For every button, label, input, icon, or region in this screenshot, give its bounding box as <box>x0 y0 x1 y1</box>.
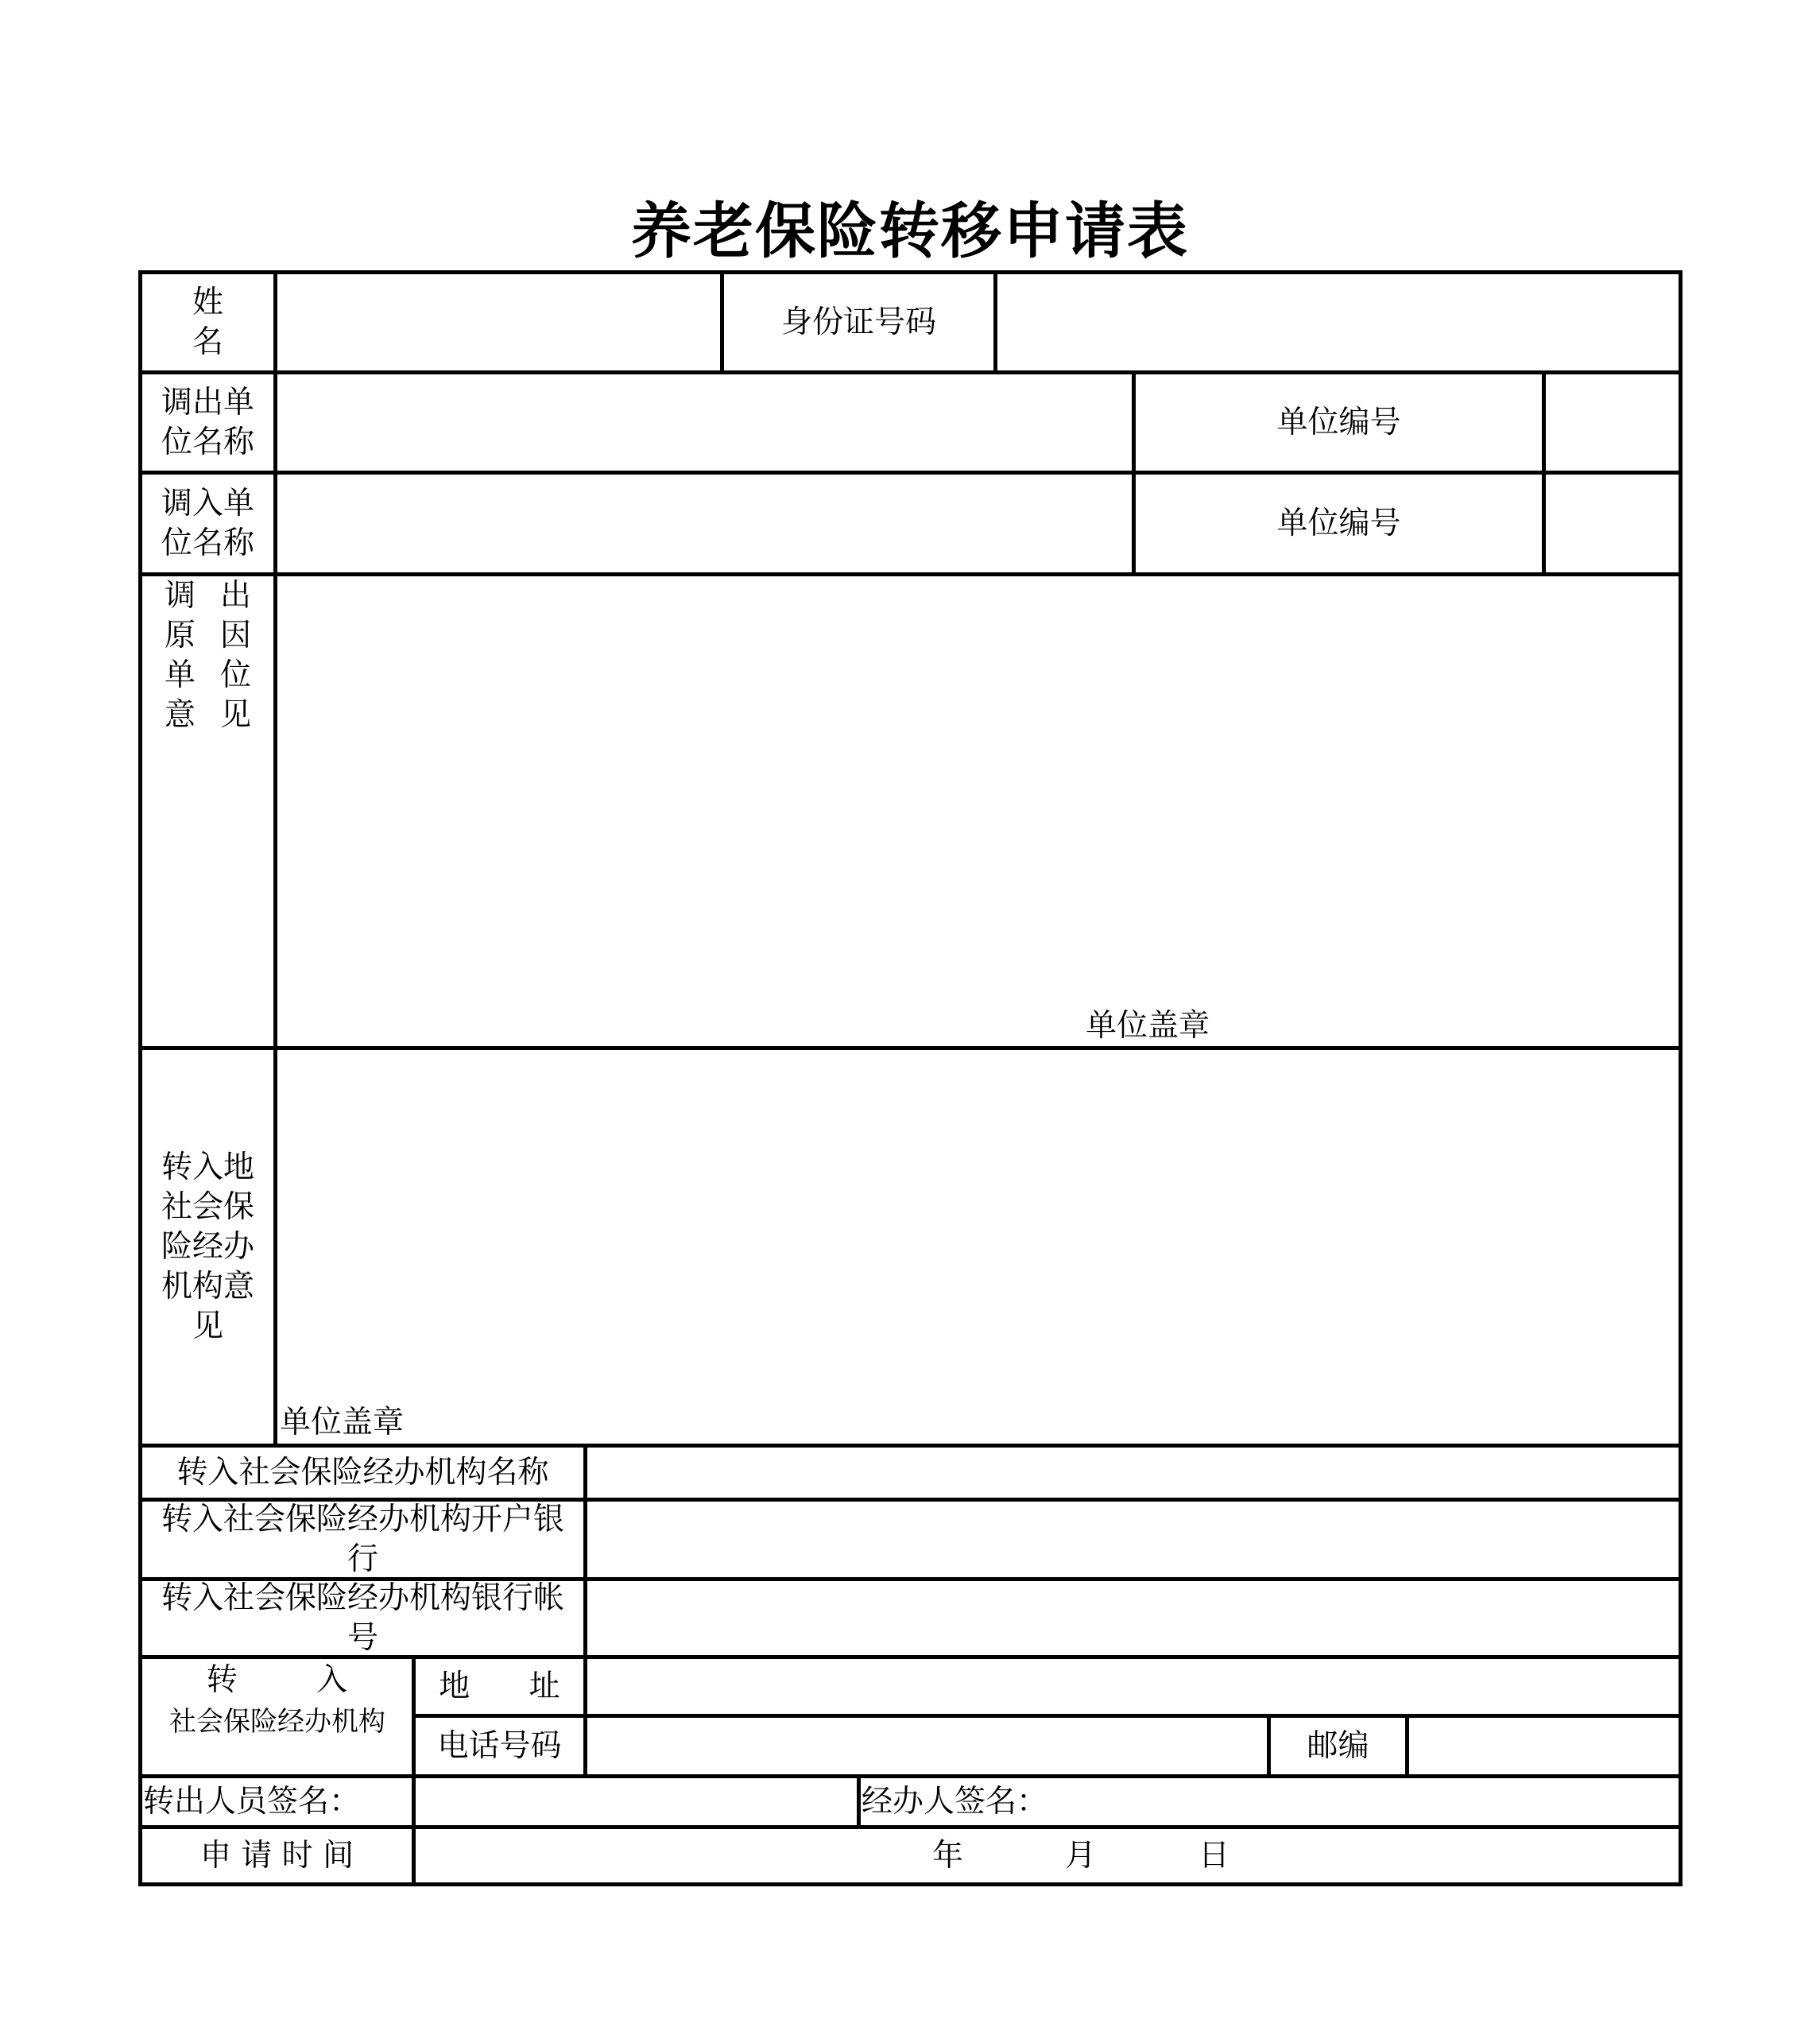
in-agency-contact-label-bottom: 社会保险经办机构 <box>169 1706 385 1738</box>
in-agency-contact-label <box>142 1659 412 1774</box>
in-unit-code-field[interactable] <box>1546 475 1679 572</box>
handler-sign-field[interactable] <box>1049 1778 1679 1825</box>
out-reason-label-char: 调 <box>164 578 196 614</box>
out-reason-field[interactable] <box>277 576 1679 1046</box>
in-unit-name-label: 调入单位名称 <box>161 485 254 561</box>
out-reason-label-char: 出 <box>219 578 251 614</box>
in-agency-account-field[interactable] <box>587 1581 1679 1655</box>
name-field[interactable] <box>277 274 720 370</box>
out-reason-label-char: 原 <box>164 618 196 653</box>
transfer-person-sign-field[interactable] <box>342 1778 857 1825</box>
postcode-field[interactable] <box>1409 1718 1679 1774</box>
id-number-field[interactable] <box>997 274 1679 370</box>
out-unit-code-label: 单位编号 <box>1276 404 1401 440</box>
form-title: 养老保险转移申请表 <box>631 196 1189 266</box>
transfer-person-sign-label: 转出人员签名： <box>143 1784 361 1820</box>
id-number-label: 身份证号码 <box>780 304 936 340</box>
address-label: 地 址 <box>439 1668 560 1704</box>
column-divider <box>857 1774 861 1829</box>
in-agency-bank-label: 转入社会保险经办机构开户银行 <box>161 1501 564 1577</box>
out-reason-label-char: 意 <box>164 697 196 733</box>
in-agency-name-label: 转入社会保险经办机构名称 <box>176 1454 549 1490</box>
in-agency-name-field[interactable] <box>587 1448 1679 1498</box>
out-unit-name-label: 调出单位名称 <box>161 384 254 460</box>
out-unit-stamp-label: 单位盖章 <box>1086 1008 1210 1044</box>
date-day-label: 日 <box>1198 1838 1230 1874</box>
out-reason-label-char: 因 <box>219 618 251 653</box>
postcode-label: 邮编 <box>1307 1727 1369 1764</box>
table-border-bottom <box>138 1882 1679 1886</box>
in-agency-bank-field[interactable] <box>587 1502 1679 1577</box>
in-unit-name-field[interactable] <box>277 475 1132 572</box>
out-reason-label-char: 单 <box>164 657 196 693</box>
out-unit-name-field[interactable] <box>277 374 1132 471</box>
table-border-right <box>1679 270 1683 1886</box>
phone-label: 电话号码 <box>437 1727 562 1764</box>
out-reason-label-char: 见 <box>219 697 251 733</box>
out-reason-label-char: 位 <box>219 657 251 693</box>
phone-field[interactable] <box>587 1718 1267 1774</box>
out-reason-label <box>142 576 273 735</box>
handler-sign-label: 经办人签名： <box>862 1784 1048 1820</box>
application-date-label: 申 请 时 间 <box>199 1837 354 1874</box>
application-date-field[interactable] <box>416 1829 1679 1882</box>
in-agency-opinion-label: 转入地社会保险经办机构意见 <box>161 1149 254 1344</box>
address-field[interactable] <box>587 1659 1679 1714</box>
in-unit-code-label: 单位编号 <box>1276 505 1401 541</box>
out-unit-code-field[interactable] <box>1546 374 1679 471</box>
in-agency-opinion-field[interactable] <box>277 1050 1679 1444</box>
in-agency-contact-label-top: 转 入 <box>206 1662 348 1698</box>
in-agency-stamp-label: 单位盖章 <box>280 1405 405 1440</box>
date-year-label: 年 <box>932 1838 964 1874</box>
name-label: 姓 名 <box>192 284 223 360</box>
in-agency-account-label: 转入社会保险经办机构银行帐号 <box>161 1580 564 1656</box>
date-month-label: 月 <box>1065 1838 1097 1874</box>
